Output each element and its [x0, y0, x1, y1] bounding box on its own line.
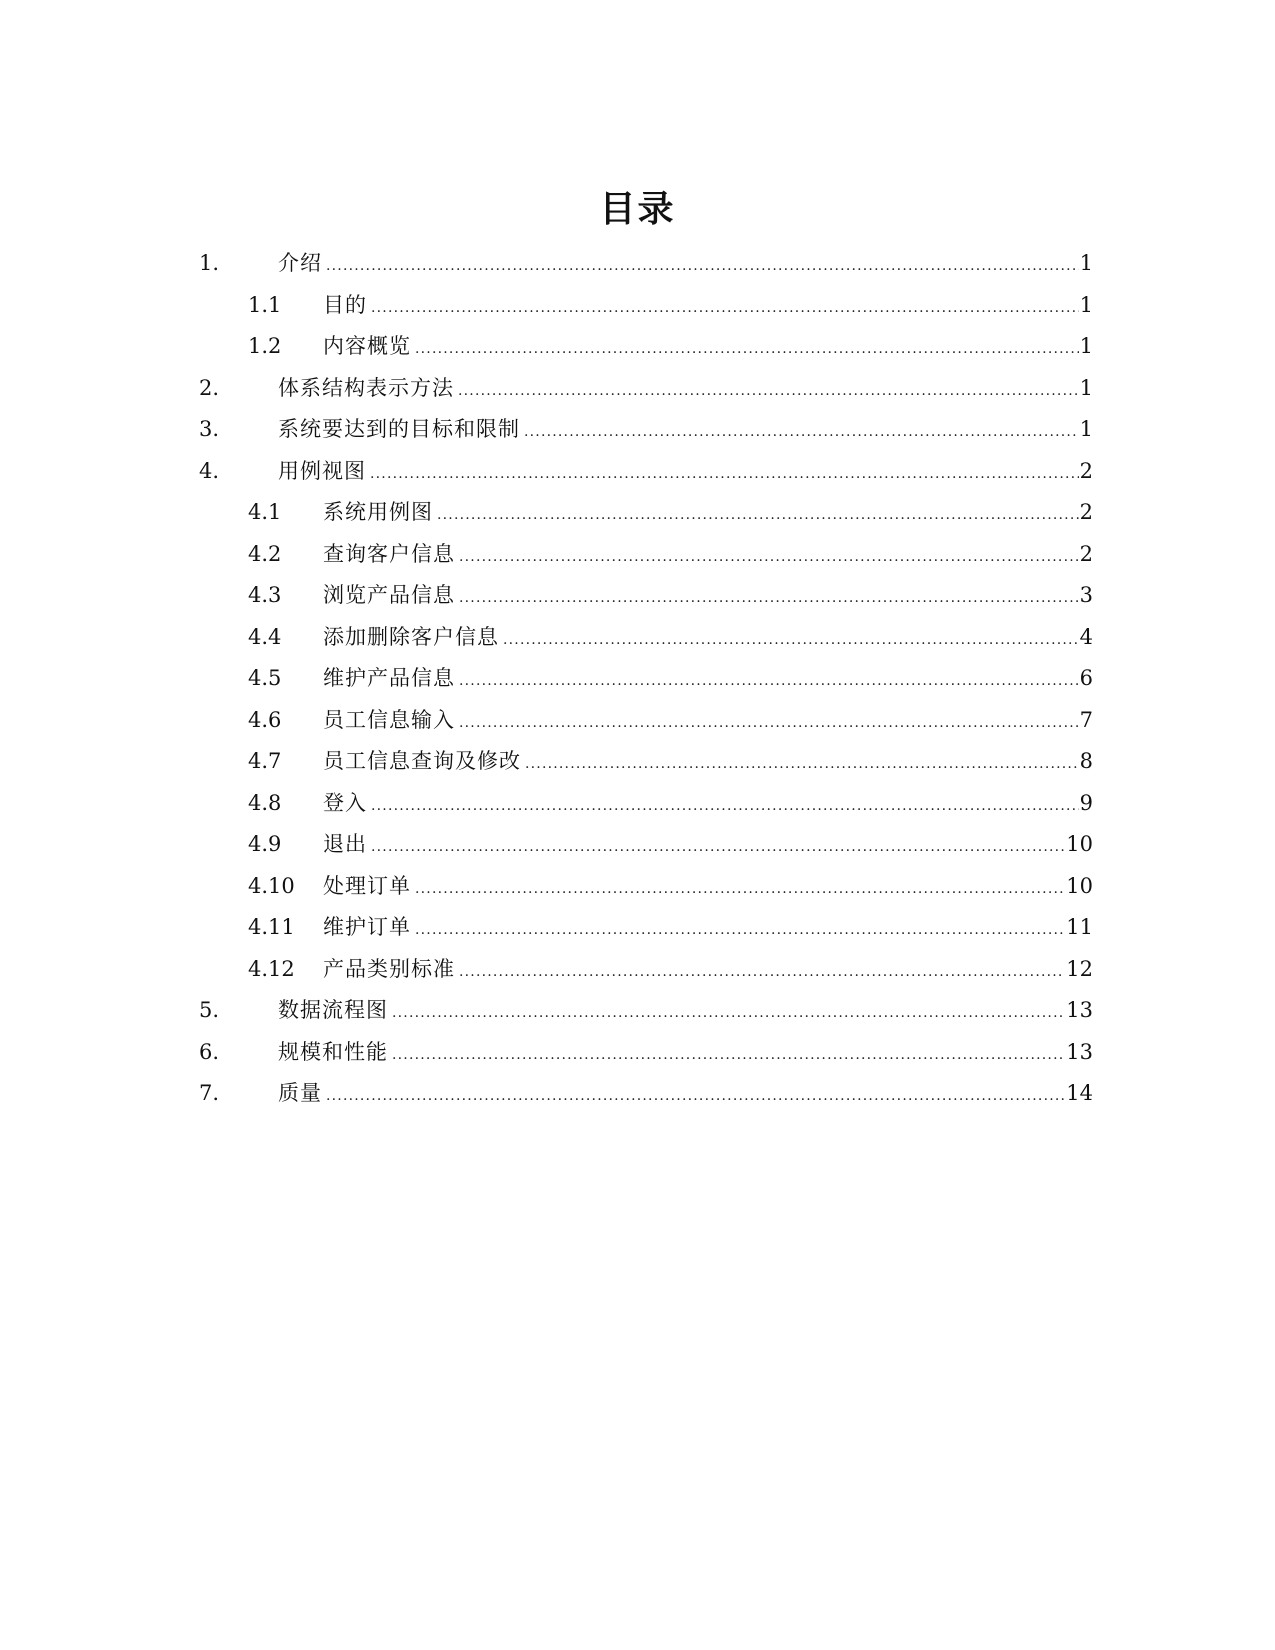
toc-entry[interactable] — [0, 866, 1275, 908]
toc-entry[interactable] — [0, 1073, 1275, 1115]
toc-entry-page-number: 2 — [1079, 458, 1093, 483]
toc-entry[interactable] — [0, 492, 1275, 534]
toc-entry-number: 5. — [199, 998, 220, 1022]
dot-leader — [459, 709, 1079, 737]
toc-entry-leader — [323, 955, 1093, 986]
dot-leader — [415, 916, 1065, 944]
dot-leader — [370, 460, 1079, 488]
toc-entry-leader — [323, 747, 1093, 778]
toc-entry-leader — [278, 1038, 1093, 1069]
toc-entry-page-number: 7 — [1079, 707, 1093, 732]
toc-entry-page-number: 1 — [1079, 334, 1093, 358]
dot-leader — [458, 377, 1079, 405]
toc-entry-title[interactable]: 介绍 — [278, 251, 322, 275]
toc-entry-leader — [278, 1079, 1093, 1110]
toc-entry-title[interactable]: 退出 — [323, 832, 367, 856]
toc-entry-leader — [323, 706, 1093, 737]
toc-entry[interactable] — [0, 1032, 1275, 1074]
toc-entry-page-number: 1 — [1079, 417, 1093, 441]
dot-leader — [326, 252, 1079, 280]
toc-entry-leader — [323, 872, 1093, 903]
toc-entry[interactable] — [0, 783, 1275, 825]
dot-leader — [524, 418, 1079, 446]
toc-entry[interactable] — [0, 700, 1275, 742]
toc-title: 目录 — [599, 189, 676, 230]
toc-entry[interactable] — [0, 741, 1275, 783]
toc-entry-title[interactable]: 数据流程图 — [278, 998, 388, 1022]
toc-entry-title[interactable]: 维护产品信息 — [323, 666, 455, 690]
dot-leader — [459, 667, 1079, 695]
toc-entry-number: 4.12 — [248, 956, 295, 981]
dot-leader — [326, 1082, 1065, 1110]
dot-leader — [415, 335, 1079, 363]
dot-leader — [392, 1041, 1065, 1069]
toc-entry-page-number: 9 — [1079, 790, 1093, 815]
toc-entry-page-number: 1 — [1079, 251, 1093, 275]
toc-entry-title[interactable]: 浏览产品信息 — [323, 583, 455, 607]
toc-entry-page-number: 13 — [1066, 1039, 1093, 1064]
toc-entry-leader — [278, 457, 1093, 488]
toc-entry-title[interactable]: 规模和性能 — [278, 1039, 388, 1064]
toc-entry-title[interactable]: 目的 — [323, 292, 367, 317]
toc-entry-title[interactable]: 产品类别标准 — [323, 956, 455, 981]
toc-entry-number: 7. — [199, 1081, 220, 1105]
toc-entry-number: 3. — [199, 417, 220, 441]
toc-entry-number: 4.5 — [248, 666, 282, 690]
toc-entry[interactable] — [0, 285, 1275, 327]
toc-entry-leader — [278, 249, 1093, 280]
toc-entry-page-number: 8 — [1079, 749, 1093, 773]
dot-leader — [437, 501, 1079, 529]
toc-entry-title[interactable]: 系统用例图 — [323, 500, 433, 524]
toc-entry[interactable] — [0, 326, 1275, 368]
dot-leader — [459, 543, 1079, 571]
toc-entry-title[interactable]: 员工信息输入 — [323, 707, 455, 732]
toc-entry-page-number: 14 — [1066, 1081, 1093, 1105]
toc-entry-leader — [323, 498, 1093, 529]
dot-leader — [371, 294, 1079, 322]
toc-entry-leader — [323, 332, 1093, 363]
toc-entry-number: 1. — [199, 251, 220, 275]
toc-entry[interactable] — [0, 617, 1275, 659]
toc-entry-leader — [278, 996, 1093, 1027]
toc-entry-page-number: 2 — [1079, 541, 1093, 566]
toc-entry-title[interactable]: 质量 — [278, 1081, 322, 1105]
dot-leader — [392, 999, 1065, 1027]
toc-entry-number: 4.7 — [248, 749, 282, 773]
toc-entry[interactable] — [0, 409, 1275, 451]
toc-entry-title[interactable]: 系统要达到的目标和限制 — [278, 417, 520, 441]
toc-entry-leader — [323, 291, 1093, 322]
toc-entry-title[interactable]: 内容概览 — [323, 334, 411, 358]
toc-entry-number: 1.2 — [248, 334, 282, 358]
toc-entry[interactable] — [0, 658, 1275, 700]
toc-entry-number: 4.2 — [248, 541, 282, 566]
dot-leader — [371, 792, 1079, 820]
toc-entry-page-number: 3 — [1079, 583, 1093, 607]
toc-entry-title[interactable]: 处理订单 — [323, 873, 411, 898]
toc-entry[interactable] — [0, 907, 1275, 949]
toc-entry-page-number: 13 — [1066, 998, 1093, 1022]
toc-entry-leader — [323, 830, 1093, 861]
dot-leader — [525, 750, 1079, 778]
toc-entry-page-number: 11 — [1066, 915, 1093, 939]
toc-entry-leader — [278, 374, 1093, 405]
toc-entry-title[interactable]: 登入 — [323, 790, 367, 815]
toc-entry-number: 4.6 — [248, 707, 282, 732]
toc-entry-number: 4.10 — [248, 873, 295, 898]
toc-entry-page-number: 10 — [1066, 832, 1093, 856]
toc-entry[interactable] — [0, 949, 1275, 991]
table-of-contents — [0, 243, 1275, 1115]
dot-leader — [459, 958, 1065, 986]
toc-entry-page-number: 4 — [1079, 624, 1093, 649]
toc-entry-leader — [323, 664, 1093, 695]
toc-entry-title[interactable]: 查询客户信息 — [323, 541, 455, 566]
toc-entry[interactable] — [0, 451, 1275, 493]
toc-entry[interactable] — [0, 575, 1275, 617]
toc-entry-leader — [323, 789, 1093, 820]
toc-entry-page-number: 1 — [1079, 292, 1093, 317]
toc-entry-number: 4. — [199, 458, 220, 483]
toc-entry-page-number: 2 — [1079, 500, 1093, 524]
toc-entry-title[interactable]: 维护订单 — [323, 915, 411, 939]
toc-entry-title[interactable]: 体系结构表示方法 — [278, 375, 454, 400]
toc-entry-leader — [323, 540, 1093, 571]
toc-entry-number: 4.3 — [248, 583, 282, 607]
toc-entry-page-number: 6 — [1079, 666, 1093, 690]
dot-leader — [415, 875, 1065, 903]
toc-entry-title[interactable]: 添加删除客户信息 — [323, 624, 499, 649]
toc-entry[interactable] — [0, 368, 1275, 410]
toc-entry-page-number: 10 — [1066, 873, 1093, 898]
toc-entry-number: 1.1 — [248, 292, 282, 317]
toc-entry-number: 4.11 — [248, 915, 295, 939]
dot-leader — [459, 584, 1079, 612]
toc-entry-number: 4.8 — [248, 790, 282, 815]
toc-entry[interactable] — [0, 534, 1275, 576]
toc-entry-leader — [278, 415, 1093, 446]
toc-entry-page-number: 1 — [1079, 375, 1093, 400]
toc-entry-number: 2. — [199, 375, 220, 400]
toc-entry-number: 4.1 — [248, 500, 282, 524]
toc-entry-leader — [323, 623, 1093, 654]
toc-entry-page-number: 12 — [1066, 956, 1093, 981]
dot-leader — [503, 626, 1079, 654]
toc-entry-number: 4.9 — [248, 832, 282, 856]
toc-entry-title[interactable]: 员工信息查询及修改 — [323, 749, 521, 773]
toc-entry[interactable] — [0, 990, 1275, 1032]
toc-entry[interactable] — [0, 824, 1275, 866]
toc-entry-leader — [323, 913, 1093, 944]
toc-entry-title[interactable]: 用例视图 — [278, 458, 366, 483]
dot-leader — [371, 833, 1065, 861]
toc-entry-number: 6. — [199, 1039, 220, 1064]
toc-entry-number: 4.4 — [248, 624, 282, 649]
toc-entry-leader — [323, 581, 1093, 612]
toc-entry[interactable] — [0, 243, 1275, 285]
